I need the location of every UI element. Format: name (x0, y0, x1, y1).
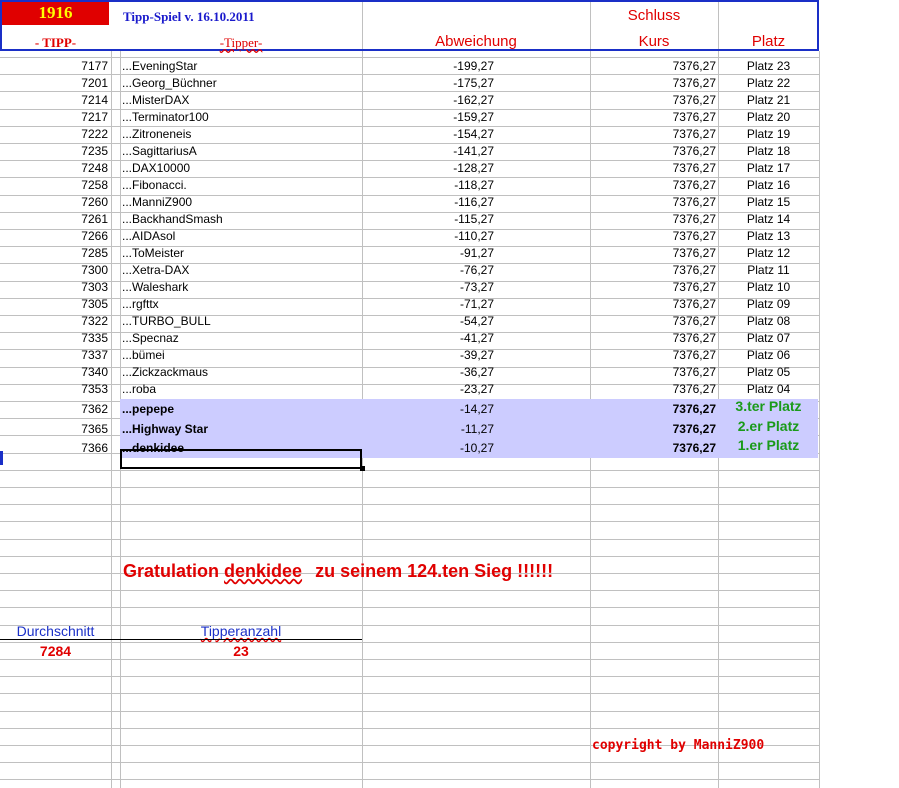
tipp-value: 7261 (81, 212, 108, 226)
winner-abweichung-value: -11,27 (460, 422, 494, 436)
abweichung-value: -159,27 (453, 110, 494, 124)
tipp-value: 7177 (81, 59, 108, 73)
abweichung-value: -71,27 (459, 297, 494, 311)
abweichung-value: -91,27 (459, 246, 494, 260)
abweichung-value: -128,27 (453, 161, 494, 175)
platz-value: Platz 13 (746, 229, 791, 243)
gratulation-name: denkidee (224, 561, 303, 581)
platz-value: Platz 07 (746, 331, 791, 345)
platz-value: Platz 21 (746, 93, 791, 107)
tipper-name: ...roba (122, 382, 157, 396)
tipperanzahl-value: 23 (233, 643, 249, 659)
tipp-value: 7285 (81, 246, 108, 260)
kurs-value: 7376,27 (672, 229, 716, 243)
tipp-value: 7260 (81, 195, 108, 209)
tipp-value: 7340 (81, 365, 108, 379)
copyright-text: copyright by ManniZ900 (592, 738, 765, 753)
tipp-value: 7258 (81, 178, 108, 192)
tipper-name: ...bümei (122, 348, 165, 362)
schluss-label: Schluss (627, 7, 681, 24)
platz-value: Platz 05 (746, 365, 791, 379)
platz-value: Platz 04 (746, 382, 791, 396)
tipper-name: ...Waleshark (122, 280, 189, 294)
tipp-value: 7322 (81, 314, 108, 328)
tipp-value: 7353 (81, 382, 108, 396)
platz-value: Platz 15 (746, 195, 791, 209)
column-header-abweichung: Abweichung (435, 33, 517, 50)
abweichung-value: -39,27 (459, 348, 494, 362)
platz-value: Platz 14 (746, 212, 791, 226)
tipper-header-text: -Tipper- (219, 35, 263, 50)
kurs-value: 7376,27 (672, 127, 716, 141)
tipper-name: ...MisterDAX (122, 93, 190, 107)
abweichung-value: -162,27 (453, 93, 494, 107)
tipp-number: 1916 (38, 3, 73, 22)
abweichung-value: -115,27 (454, 212, 494, 226)
game-title[interactable]: Tipp-Spiel v. 16.10.2011 (123, 9, 255, 24)
kurs-value: 7376,27 (672, 331, 716, 345)
gratulation-text (123, 560, 553, 582)
kurs-value: 7376,27 (672, 280, 716, 294)
tipperanzahl-text: Tipperanzahl (200, 623, 282, 639)
tipper-name: ...Fibonacci. (122, 178, 187, 192)
tipp-value: 7214 (81, 93, 108, 107)
winner-platz-value: 2.er Platz (737, 418, 800, 434)
kurs-value: 7376,27 (672, 297, 716, 311)
platz-value: Platz 23 (746, 59, 791, 73)
abweichung-value: -199,27 (453, 59, 494, 73)
kurs-value: 7376,27 (672, 110, 716, 124)
winner-tipp-value: 7362 (81, 402, 108, 416)
kurs-value: 7376,27 (672, 263, 716, 277)
kurs-value: 7376,27 (672, 314, 716, 328)
tipp-value: 7222 (81, 127, 108, 141)
winner-abweichung-value: -14,27 (459, 402, 494, 416)
platz-value: Platz 12 (746, 246, 791, 260)
winner-platz-value: 3.ter Platz (735, 398, 802, 414)
platz-value: Platz 09 (746, 297, 791, 311)
tipper-name: ...Zitroneneis (122, 127, 192, 141)
column-header-tipp: - TIPP- (34, 35, 77, 50)
tipp-value: 7217 (81, 110, 108, 124)
abweichung-value: -23,27 (459, 382, 494, 396)
gratulation-part1: Gratulation (123, 561, 220, 581)
tipper-name: ...rgfttx (122, 297, 159, 311)
tipper-name: ...EveningStar (122, 59, 198, 73)
abweichung-value: -73,27 (459, 280, 494, 294)
kurs-value: 7376,27 (672, 365, 716, 379)
platz-value: Platz 11 (747, 263, 790, 277)
gratulation-part2: zu seinem 124.ten Sieg !!!!!! (315, 561, 554, 581)
platz-value: Platz 19 (746, 127, 791, 141)
kurs-value: 7376,27 (672, 382, 716, 396)
platz-value: Platz 22 (746, 76, 791, 90)
summary-divider (0, 639, 362, 640)
column-header-tipper (120, 35, 362, 51)
column-header-platz: Platz (751, 33, 786, 50)
platz-value: Platz 10 (746, 280, 791, 294)
kurs-value: 7376,27 (672, 144, 716, 158)
abweichung-value: -54,27 (459, 314, 494, 328)
winner-tipp-value: 7365 (81, 422, 108, 436)
winner-name: ...Highway Star (122, 422, 209, 436)
winner-name: ...denkidee (122, 441, 185, 455)
tipper-name: ...SagittariusA (122, 144, 197, 158)
platz-value: Platz 06 (746, 348, 791, 362)
tipp-value: 7303 (81, 280, 108, 294)
tipper-name: ...ToMeister (122, 246, 185, 260)
winner-name: ...pepepe (122, 402, 175, 416)
kurs-value: 7376,27 (672, 348, 716, 362)
tipp-value: 7337 (81, 348, 108, 362)
column-header-kurs: Kurs (638, 33, 670, 50)
winner-kurs-value: 7376,27 (672, 441, 716, 455)
tipper-name: ...ManniZ900 (122, 195, 193, 209)
tipper-name: ...TURBO_BULL (122, 314, 211, 328)
tipper-name: ...Georg_Büchner (122, 76, 217, 90)
kurs-value: 7376,27 (672, 93, 716, 107)
tipp-value: 7305 (81, 297, 108, 311)
tipp-value: 7335 (81, 331, 108, 345)
winner-kurs-value: 7376,27 (672, 422, 716, 436)
abweichung-value: -41,27 (459, 331, 494, 345)
kurs-value: 7376,27 (672, 59, 716, 73)
abweichung-value: -116,27 (454, 195, 494, 209)
kurs-value: 7376,27 (672, 246, 716, 260)
abweichung-value: -141,27 (453, 144, 494, 158)
tipper-name: ...Zickzackmaus (122, 365, 209, 379)
platz-value: Platz 18 (746, 144, 791, 158)
kurs-value: 7376,27 (672, 195, 716, 209)
row-indicator (0, 451, 3, 465)
tipp-value: 7248 (81, 161, 108, 175)
abweichung-value: -175,27 (453, 76, 494, 90)
abweichung-value: -118,27 (454, 178, 494, 192)
winner-tipp-value: 7366 (81, 441, 108, 455)
tipper-name: ...AIDAsol (122, 229, 176, 243)
tipper-name: ...DAX10000 (122, 161, 191, 175)
platz-value: Platz 20 (746, 110, 791, 124)
winner-kurs-value: 7376,27 (672, 402, 716, 416)
tipp-value: 7201 (81, 76, 108, 90)
tipp-value: 7235 (81, 144, 108, 158)
winner-platz-value: 1.er Platz (737, 437, 800, 453)
kurs-value: 7376,27 (672, 161, 716, 175)
abweichung-value: -154,27 (453, 127, 494, 141)
abweichung-value: -36,27 (459, 365, 494, 379)
kurs-value: 7376,27 (672, 212, 716, 226)
tipp-value: 7300 (81, 263, 108, 277)
kurs-value: 7376,27 (672, 76, 716, 90)
winner-abweichung-value: -10,27 (459, 441, 494, 455)
platz-value: Platz 08 (746, 314, 791, 328)
kurs-value: 7376,27 (672, 178, 716, 192)
abweichung-value: -110,27 (454, 229, 494, 243)
durchschnitt-value: 7284 (39, 643, 72, 659)
abweichung-value: -76,27 (459, 263, 494, 277)
tipp-value: 7266 (81, 229, 108, 243)
tipper-name: ...Terminator100 (122, 110, 209, 124)
tipper-name: ...Specnaz (122, 331, 179, 345)
fill-handle[interactable] (360, 466, 365, 471)
tipperanzahl-label (120, 623, 362, 639)
platz-value: Platz 16 (746, 178, 791, 192)
platz-value: Platz 17 (746, 161, 791, 175)
selected-cell[interactable] (120, 449, 362, 469)
tipper-name: ...Xetra-DAX (122, 263, 190, 277)
durchschnitt-label: Durchschnitt (16, 623, 95, 639)
tipper-name: ...BackhandSmash (122, 212, 223, 226)
